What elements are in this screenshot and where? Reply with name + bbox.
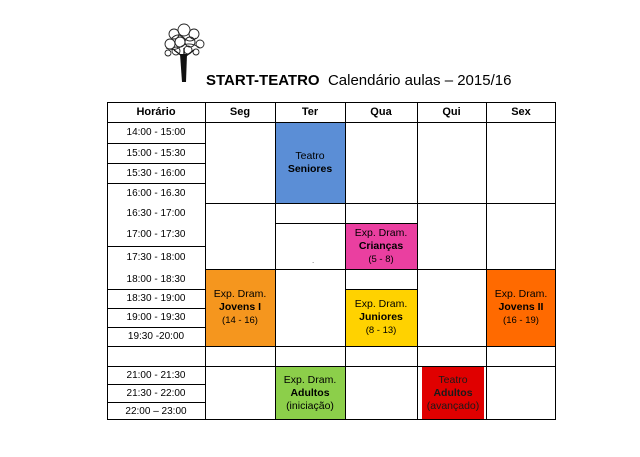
grid-line (345, 102, 346, 420)
grid-line (345, 289, 417, 290)
class-block-juniores: Exp. Dram. Juniores (8 - 13) (345, 289, 417, 346)
column-header-qua: Qua (370, 106, 392, 118)
time-cell (107, 346, 205, 366)
time-cell: 17:00 - 17:30 (126, 229, 186, 240)
column-header-sex: Sex (511, 106, 531, 118)
time-cell: 21:30 - 22:00 (126, 387, 186, 399)
grid-line (486, 269, 556, 270)
grid-line (107, 163, 205, 164)
table-border (107, 419, 556, 420)
grid-line (107, 402, 205, 403)
grid-line (107, 183, 205, 184)
tree-logo-icon (158, 20, 210, 84)
grid-line (205, 102, 206, 420)
class-block-criancas: Exp. Dram. Crianças (5 - 8) (345, 223, 417, 269)
schedule-table (107, 102, 556, 420)
page-title (206, 72, 511, 89)
grid-line (107, 384, 205, 385)
grid-line (417, 102, 418, 420)
column-header-qui: Qui (442, 106, 461, 118)
grid-line (275, 269, 345, 270)
time-cell: 18:30 - 19:00 (126, 293, 186, 304)
time-cell: 15:30 - 16:00 (126, 167, 186, 179)
table-border (555, 102, 556, 420)
table-border (107, 102, 556, 103)
grid-line (107, 122, 556, 123)
class-block-adultos-avancado: Teatro Adultos (avançado) (422, 366, 484, 420)
grid-line (345, 223, 417, 224)
grid-line (486, 203, 556, 204)
time-cell: 16:00 - 16.30 (126, 187, 186, 199)
grid-line (345, 269, 417, 270)
grid-line (107, 308, 205, 309)
grid-line (107, 346, 556, 347)
column-header-horario: Horário (136, 106, 176, 118)
grid-line (417, 203, 486, 204)
time-cell: 15:00 - 15:30 (126, 147, 186, 159)
grid-line (107, 143, 205, 144)
class-block-jovens-ii: Exp. Dram. Jovens II (16 - 19) (486, 269, 556, 346)
grid-line (486, 102, 487, 420)
grid-line (107, 246, 205, 247)
time-cell: 16:30 - 17:00 (126, 207, 186, 219)
class-block-jovens-i: Exp. Dram. Jovens I (14 - 16) (205, 269, 275, 346)
table-border (107, 102, 108, 420)
column-header-ter: Ter (301, 106, 319, 118)
time-cell: 19:00 - 19:30 (126, 312, 186, 323)
stray-mark: . (312, 256, 315, 265)
time-cell: 18:00 - 18:30 (126, 273, 186, 285)
time-cell: 17:30 - 18:00 (126, 252, 186, 263)
title-subtitle: Calendário aulas – 2015/16 (327, 72, 512, 89)
time-cell: 21:00 - 21:30 (126, 369, 186, 381)
grid-line (205, 269, 275, 270)
grid-line (205, 203, 275, 204)
grid-line (345, 203, 417, 204)
time-cell: 22:00 – 23:00 (125, 405, 187, 417)
class-block-teatro-seniores: Teatro Seniores (275, 122, 345, 203)
class-block-adultos-iniciacao: Exp. Dram. Adultos (iniciação) (275, 366, 345, 420)
column-header-seg: Seg (229, 106, 251, 118)
time-cell: 19:30 -20:00 (127, 331, 185, 342)
grid-line (275, 223, 345, 224)
grid-line (107, 366, 556, 367)
grid-line (107, 289, 205, 290)
time-cell: 14:00 - 15:00 (126, 127, 186, 138)
grid-line (275, 102, 276, 420)
grid-line (275, 203, 345, 204)
grid-line (107, 327, 205, 328)
title-brand: START-TEATRO (206, 72, 320, 89)
grid-line (417, 269, 486, 270)
